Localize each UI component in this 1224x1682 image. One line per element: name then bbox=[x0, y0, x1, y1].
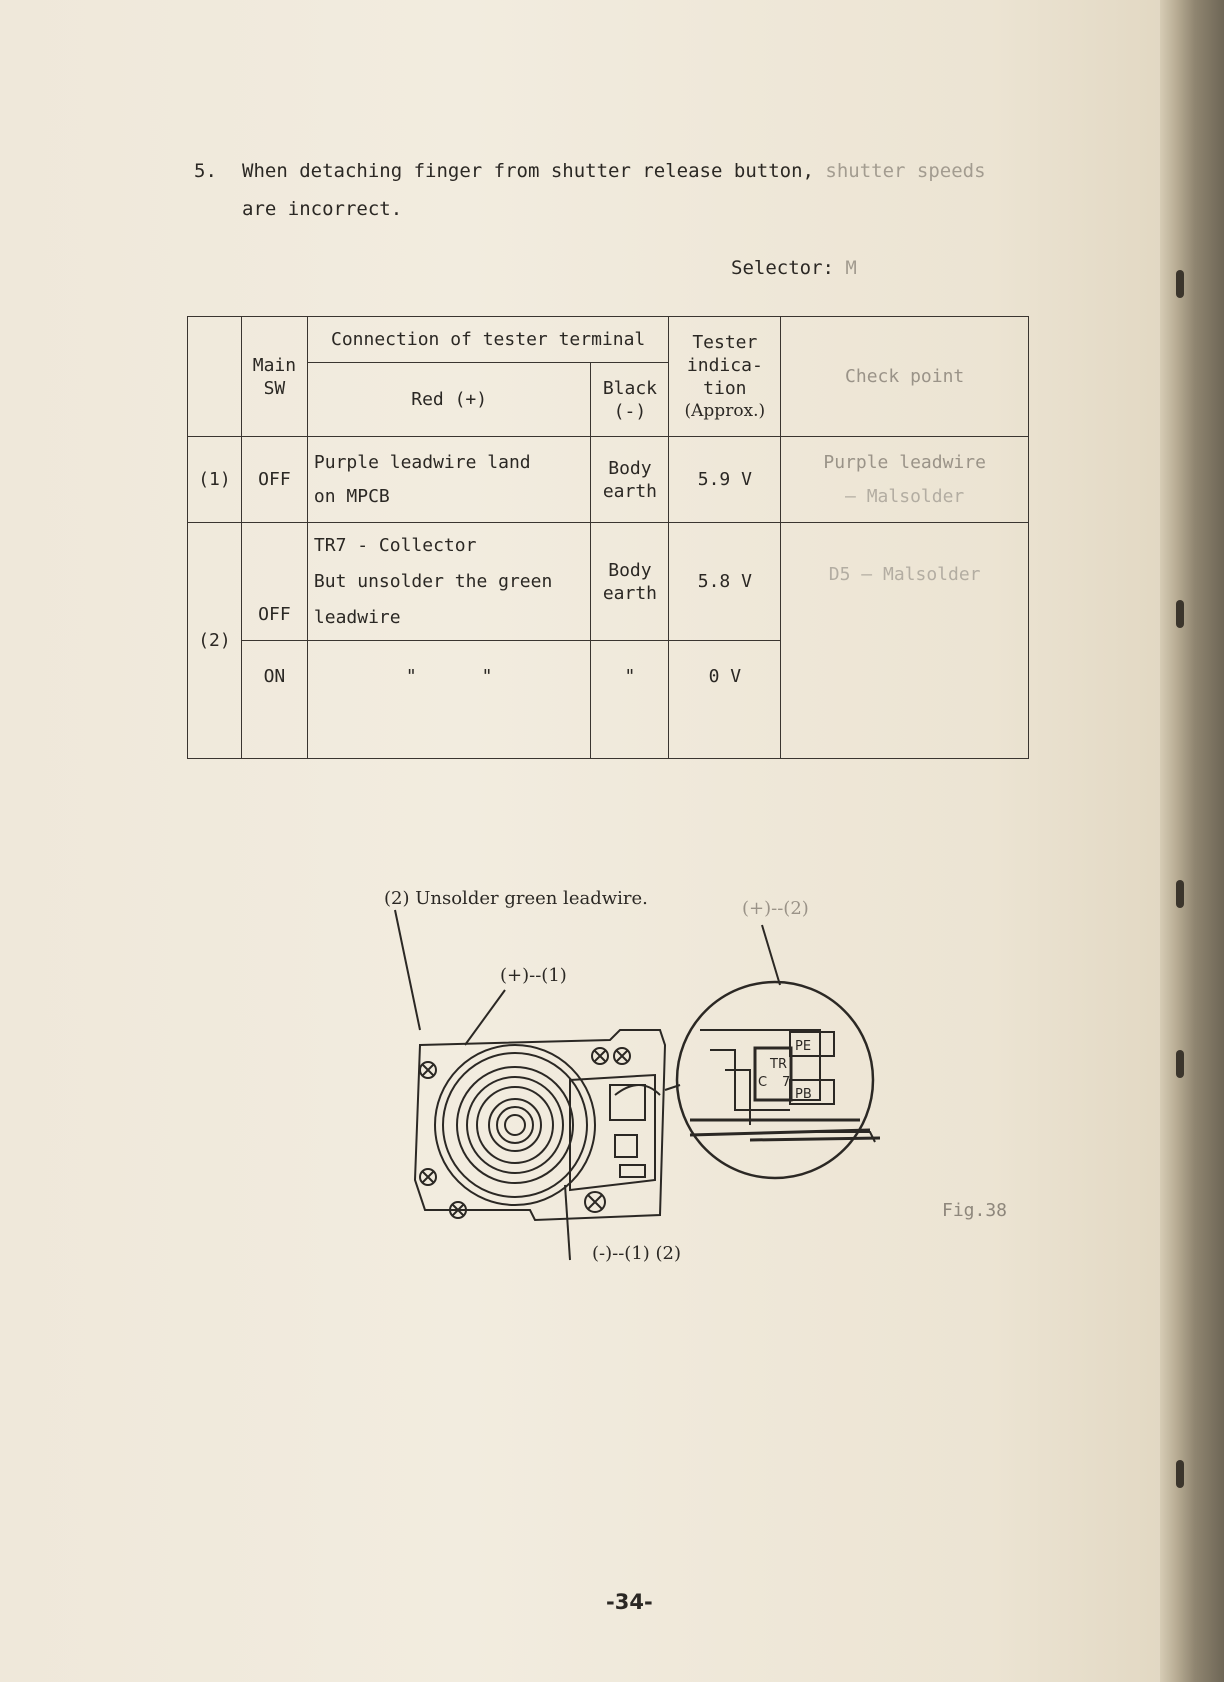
header-blank-cell bbox=[188, 317, 242, 437]
step-number: 5. bbox=[194, 160, 217, 182]
header-tester bbox=[669, 317, 781, 437]
binding-hole bbox=[1176, 1050, 1184, 1078]
row3-red: " " bbox=[307, 641, 591, 759]
selector-label: Selector: bbox=[731, 257, 834, 279]
row1-number: (1) bbox=[188, 437, 242, 523]
row2-red bbox=[307, 523, 591, 641]
row2-number: (2) bbox=[188, 523, 242, 759]
row1-tester: 5.9 V bbox=[669, 437, 781, 523]
inset-7: 7 bbox=[782, 1075, 791, 1090]
page-edge-shadow bbox=[1160, 0, 1224, 1682]
row2-black: Body earth bbox=[591, 523, 669, 641]
heading-text-b: shutter speeds bbox=[825, 160, 986, 182]
tester-line-1: Tester bbox=[692, 331, 758, 353]
header-check-point: Check point bbox=[781, 317, 1029, 437]
row2-check bbox=[781, 523, 1029, 759]
row2-red-line3: leadwire bbox=[313, 606, 401, 628]
binding-hole bbox=[1176, 1460, 1184, 1488]
row2-red-line1: TR7 - Collector bbox=[313, 534, 477, 556]
row1-red-line2: on MPCB bbox=[313, 485, 390, 507]
row1-check-line1: Purple leadwire bbox=[823, 451, 986, 473]
inset-pb: PB bbox=[795, 1087, 812, 1102]
shutter-unit-figure bbox=[390, 880, 1010, 1300]
label-unsolder-green: (2) Unsolder green leadwire. bbox=[384, 888, 648, 909]
row1-red-line1: Purple leadwire land bbox=[313, 451, 531, 473]
tester-line-4: (Approx.) bbox=[684, 400, 766, 421]
row3-main-sw: ON bbox=[241, 641, 307, 759]
tester-line-2: indica- bbox=[686, 354, 763, 376]
step-heading-line2: are incorrect. bbox=[242, 198, 403, 220]
row1-black: Body earth bbox=[591, 437, 669, 523]
binding-hole bbox=[1176, 880, 1184, 908]
header-red: Red (+) bbox=[307, 363, 591, 437]
row2-check-text: D5 — Malsolder bbox=[828, 564, 981, 585]
row2-main-sw: OFF bbox=[241, 523, 307, 641]
row1-check bbox=[781, 437, 1029, 523]
step-heading-line1 bbox=[242, 160, 986, 182]
page-number: -34- bbox=[606, 1590, 653, 1614]
tester-line-3: tion bbox=[703, 377, 747, 399]
header-main-sw: Main SW bbox=[241, 317, 307, 437]
row1-check-line2: — Malsolder bbox=[845, 485, 965, 507]
selector-value: M bbox=[845, 257, 857, 279]
inset-pe: PE bbox=[795, 1039, 812, 1054]
binding-hole bbox=[1176, 600, 1184, 628]
label-minus: (-)--(1) (2) bbox=[592, 1243, 682, 1264]
row2-tester: 5.8 V bbox=[669, 523, 781, 641]
row3-black: " bbox=[591, 641, 669, 759]
shutter-unit-drawing bbox=[390, 880, 1010, 1300]
row2-red-line2: But unsolder the green bbox=[313, 570, 553, 592]
label-plus-1: (+)--(1) bbox=[500, 965, 567, 986]
header-connection: Connection of tester terminal bbox=[307, 317, 669, 363]
inset-tr: TR bbox=[770, 1057, 787, 1072]
row1-main-sw: OFF bbox=[241, 437, 307, 523]
binding-hole bbox=[1176, 270, 1184, 298]
tester-table bbox=[187, 316, 1029, 759]
row3-tester: 0 V bbox=[669, 641, 781, 759]
heading-text-a: When detaching finger from shutter release button, bbox=[242, 160, 814, 182]
figure-caption: Fig.38 bbox=[942, 1200, 1008, 1221]
inset-c: C bbox=[758, 1075, 768, 1090]
row1-red bbox=[307, 437, 591, 523]
label-plus-2: (+)--(2) bbox=[742, 898, 809, 919]
selector-line bbox=[731, 257, 857, 279]
header-black: Black (-) bbox=[591, 363, 669, 437]
